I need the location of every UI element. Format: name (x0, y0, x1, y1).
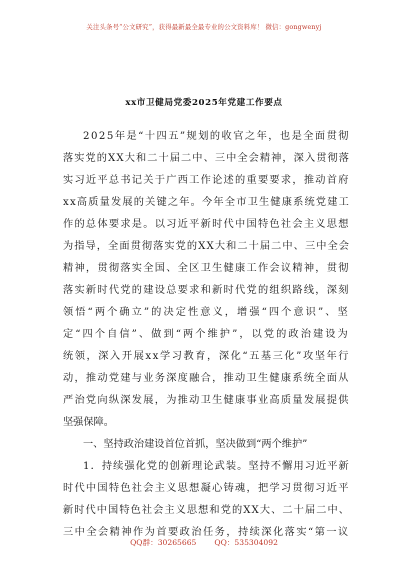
line-text: 三中全会精神作为首要政治任务，持续深化落实“第一议 (63, 527, 350, 538)
line-text: 为指导，全面贯彻落实党的XX大和二十届二中、三中全会 (63, 241, 350, 252)
line-text: 作的总体要求是。以习近平新时代中国特色社会主义思想 (63, 219, 350, 230)
footer-qq-group: QQ群：30265665 (130, 538, 197, 547)
document-title: xx市卫健局党委2025年党建工作要点 (125, 98, 283, 108)
section-heading (63, 434, 350, 456)
line-text: 精神，贯彻落实全国、全区卫生健康工作会议精神，贯彻 (63, 263, 350, 274)
line-text: 实习近平总书记关于广西工作论述的重要要求，推动首府 (63, 175, 350, 186)
footer-qq: QQ：535304092 (214, 538, 278, 547)
body-line (63, 412, 350, 434)
body-line (63, 258, 350, 280)
line-text: 落实党的XX大和二十届二中、三中全会精神，深入贯彻落 (63, 153, 350, 164)
body-line (63, 500, 350, 522)
body-line (63, 478, 350, 500)
body-line (63, 170, 350, 192)
body-line (63, 390, 350, 412)
line-text: 统领，深入开展xx学习教育，深化“五基三化”攻坚年行 (63, 351, 350, 362)
body-line (63, 302, 350, 324)
body-line (63, 280, 350, 302)
line-text: 一、坚持政治建设首位首抓，坚决做到“两个维护” (83, 439, 308, 450)
document-body (63, 126, 350, 544)
line-text: 定“四个自信”、做到“两个维护”，以党的政治建设为 (63, 329, 350, 340)
line-text: 2025年是“十四五”规划的收官之年，也是全面贯彻 (83, 131, 350, 142)
footer-contact (0, 537, 408, 548)
line-text: 1．持续强化党的创新理论武装。坚持不懈用习近平新 (83, 461, 350, 472)
body-line (63, 148, 350, 170)
body-line (63, 456, 350, 478)
line-text: 领悟“两个确立”的决定性意义，增强“四个意识”、坚 (63, 307, 350, 318)
line-text: 新时代中国特色社会主义思想和党的XX大、二十届二中、 (63, 505, 350, 516)
line-text: 坚强保障。 (63, 417, 114, 428)
body-line (63, 324, 350, 346)
line-text: 动，推动党建与业务深度融合，推动卫生健康系统全面从 (63, 373, 350, 384)
body-line (63, 126, 350, 148)
body-line (63, 214, 350, 236)
body-line (63, 236, 350, 258)
line-text: 落实新时代党的建设总要求和新时代党的组织路线，深刻 (63, 285, 350, 296)
body-line (63, 368, 350, 390)
body-line (63, 192, 350, 214)
line-text: 时代中国特色社会主义思想凝心铸魂，把学习贯彻习近平 (63, 483, 350, 494)
top-banner: 关注头条号“公文研究”，获得最新最全最专业的公文资料库！ 微信：gongwenyj (86, 23, 322, 31)
line-text: xx高质量发展的关键之年。今年全市卫生健康系统党建工 (63, 197, 350, 208)
body-line (63, 346, 350, 368)
line-text: 严治党向纵深发展，为推动卫生健康事业高质量发展提供 (63, 395, 350, 406)
